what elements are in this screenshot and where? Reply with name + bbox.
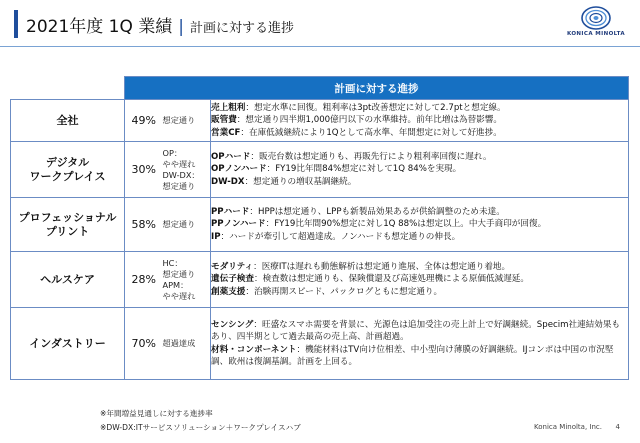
logo-globe-icon	[579, 6, 613, 30]
segment-name: 全社	[11, 100, 125, 142]
progress-percent: 49%	[125, 100, 163, 142]
table-row	[11, 198, 629, 252]
logo-wordmark: KONICA MINOLTA	[566, 31, 626, 37]
segment-name: インダストリー	[11, 308, 125, 380]
page-number: 4	[615, 423, 620, 431]
progress-table	[10, 76, 629, 380]
title-accent-bar	[14, 10, 18, 38]
progress-percent: 28%	[125, 252, 163, 308]
progress-percent: 58%	[125, 198, 163, 252]
segment-name: ヘルスケア	[11, 252, 125, 308]
detail-text: センシング：旺盛なスマホ需要を背景に、光源色は追加受注の売上計上で好調継続。Specim社連結効果もあり、四半期として過去最高の売上高、計画超過。 材料・コンポーネント：機能材料はTV向け位相差、中小型向け薄膜の好調継続。IJコンポは中国の市況堅調、欧州は復調基調。計画を上回る。	[211, 308, 629, 380]
company-logo	[556, 6, 636, 37]
judgement: 想定通り	[163, 198, 211, 252]
detail-text: OPハード：販売台数は想定通りも、再販先行により粗利率回復に遅れ。 OPノンハード：FY19比年間84%想定に対して1Q 84%を実現。 DW-DX：想定通りの増収基調継続。	[211, 142, 629, 198]
judgement: 想定通り	[163, 100, 211, 142]
page-title-main: 2021年度 1Q 業績	[26, 17, 173, 37]
header-divider	[0, 46, 640, 47]
footnote: ※DW-DX:ITサービスソリューション＋ワークプレイスハブ	[100, 423, 301, 432]
judgement: HC： 想定通り APM： やや遅れ	[163, 252, 211, 308]
segment-name: プロフェッショナル プリント	[11, 198, 125, 252]
table-row	[11, 142, 629, 198]
judgement: 超過達成	[163, 308, 211, 380]
progress-percent: 30%	[125, 142, 163, 198]
table-row	[11, 252, 629, 308]
table-caption: 計画に対する進捗	[125, 77, 629, 100]
table-row	[11, 100, 629, 142]
detail-text: PPハード：HPPは想定通り、LPPも新製品効果あるが供給調整のため未達。 PPノンハード：FY19比年間90%想定に対し1Q 88%は想定以上。中大手商印が回復。 IP：ハードが牽引して超過達成。ノンハードも想定通りの伸長。	[211, 198, 629, 252]
page-title	[26, 12, 294, 37]
judgement: OP： やや遅れ DW-DX： 想定通り	[163, 142, 211, 198]
detail-text: 売上粗利：想定水準に回復。粗利率は3pt改善想定に対して2.7ptと想定線。 販管費：想定通り四半期1,000億円以下の水準維持。前年比増は為替影響。 営業CF：在庫低減継続により1Qとして高水準、年間想定に対して好進捗。	[211, 100, 629, 142]
footer-company: Konica Minolta, Inc.	[534, 423, 602, 431]
footnote: ※年間増益見通しに対する進捗率	[100, 409, 213, 418]
table-row	[11, 308, 629, 380]
title-separator: |	[178, 17, 185, 37]
progress-percent: 70%	[125, 308, 163, 380]
segment-name: デジタル ワークプレイス	[11, 142, 125, 198]
page-subtitle: 計画に対する進捗	[190, 21, 295, 36]
detail-text: モダリティ：医療ITは遅れも動態解析は想定通り進展、全体は想定通り着地。 遺伝子検査：検査数は想定通りも、保険償還及び高速処理機による原価低減遅延。 創薬支援：治験再開スピード、パックログともに想定通り。	[211, 252, 629, 308]
